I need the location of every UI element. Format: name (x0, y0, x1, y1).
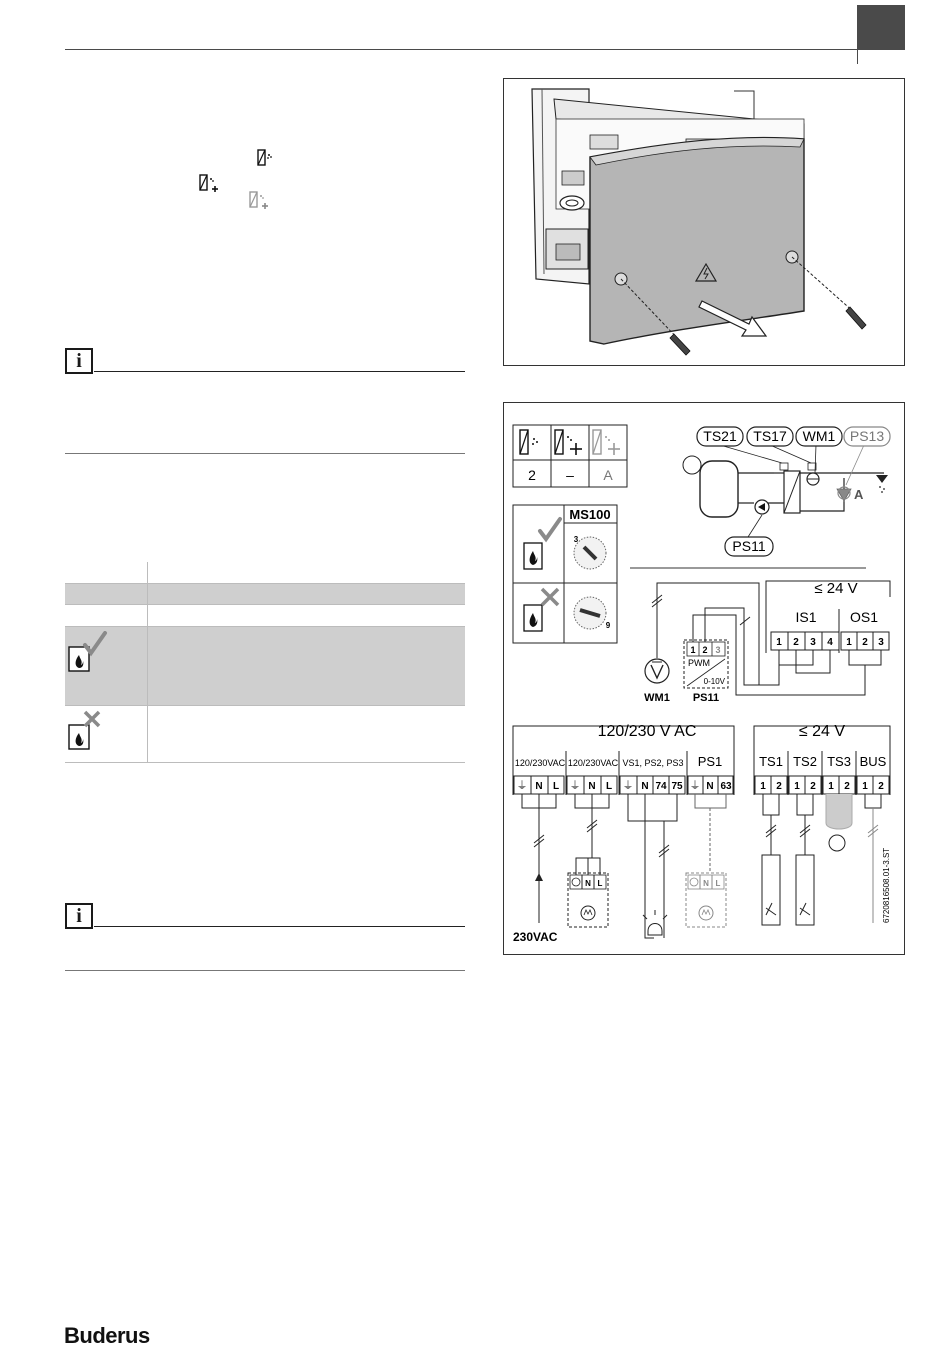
terminal-label: 3 (715, 645, 721, 655)
figure-wiring-diagram (503, 402, 905, 955)
terminal-label: 1 (794, 781, 800, 792)
table-row (65, 706, 465, 763)
terminal-label: N (535, 781, 543, 792)
header-tab-tick (857, 49, 858, 64)
terminal-label: 1 (862, 781, 868, 792)
hydraulic-label: PS13 (849, 428, 885, 444)
terminal-label: ⏚ (569, 780, 581, 792)
group-label: TS3 (827, 754, 851, 769)
header-tab (857, 5, 905, 50)
group-label: 120/230VAC (567, 758, 619, 768)
hydraulic-label: TS17 (753, 428, 787, 444)
terminal-label: 1 (760, 781, 766, 792)
pwm-label: PWM (688, 658, 710, 668)
table-row (65, 584, 465, 605)
dhw-plus-icon (197, 173, 223, 195)
mains-title: 120/230 V AC (597, 723, 697, 740)
heat-source-none-icon (67, 709, 117, 753)
terminal-label: 75 (671, 781, 683, 792)
table-row (65, 605, 465, 627)
low-voltage-block (644, 580, 890, 704)
terminal-label: ⏚ (689, 780, 701, 792)
terminal-label: 1 (846, 637, 852, 648)
info-rule (94, 371, 465, 372)
terminal-label: 74 (655, 781, 667, 792)
hydraulic-schematic (683, 427, 890, 556)
group-label: TS2 (793, 754, 817, 769)
group-label: BUS (859, 754, 887, 769)
heat-source-ok-icon (67, 631, 117, 675)
ps11-label: PS11 (692, 692, 720, 704)
group-label: IS1 (795, 609, 817, 625)
figure-cover-removal (503, 78, 905, 366)
valve-label: A (854, 487, 864, 502)
brand-logo: Buderus (64, 1323, 150, 1348)
terminal-label: 63 (720, 781, 732, 792)
terminal-label: 4 (827, 637, 833, 648)
terminal-label: 3 (810, 637, 816, 648)
terminal-label: L (552, 781, 560, 792)
hydraulic-label: TS21 (703, 428, 737, 444)
ms100-block (513, 505, 617, 643)
terminal-label: 2 (702, 645, 708, 655)
terminal-label: L (715, 879, 721, 888)
dhw-icon (255, 148, 277, 168)
terminal-label: N (706, 781, 714, 792)
mode-dhw-icon (520, 430, 538, 454)
dhw-plus-grey-icon (247, 190, 273, 212)
dial-value: 9 (605, 621, 611, 630)
terminal-label: 3 (878, 637, 884, 648)
terminal-label: 2 (793, 637, 799, 648)
wiring-diagram (504, 403, 903, 953)
header-rule (65, 49, 905, 50)
mode-dhw-plus-icon (555, 430, 582, 455)
terminal-label: 1 (828, 781, 834, 792)
terminal-label: ⏚ (622, 780, 634, 792)
dial-value: 3 (573, 535, 579, 544)
terminal-label: 2 (878, 781, 884, 792)
mains-terminal-strip (514, 776, 733, 794)
mode-value: 2 (528, 467, 536, 483)
info-icon: i (65, 903, 93, 929)
heat-none-icon (524, 589, 558, 631)
info-rule (94, 926, 465, 927)
sensor-title: ≤ 24 V (798, 723, 846, 740)
terminal-label: 1 (776, 637, 782, 648)
terminal-label: L (605, 781, 613, 792)
hydraulic-label: WM1 (802, 428, 836, 444)
module-name: MS100 (569, 507, 611, 522)
supply-label: 230VAC (513, 930, 558, 944)
settings-table (65, 562, 465, 763)
section-rule (65, 453, 465, 454)
table-row (65, 562, 465, 584)
group-label: VS1, PS2, PS3 (622, 758, 684, 768)
terminal-label: 2 (862, 637, 868, 648)
mode-value: A (603, 467, 613, 483)
terminal-label: 2 (776, 781, 782, 792)
mode-dhw-plus-grey-icon (593, 430, 620, 455)
hydraulic-label: PS11 (732, 538, 766, 554)
sensor-block (754, 723, 891, 925)
low-voltage-title: ≤ 24 V (814, 580, 858, 597)
terminal-label: ⏚ (516, 780, 528, 792)
doc-code: 6720816508.01-3.ST (882, 847, 891, 923)
mode-table (513, 425, 627, 487)
terminal-label: L (597, 879, 603, 888)
group-label: OS1 (849, 609, 879, 625)
terminal-label: 2 (844, 781, 850, 792)
mode-value: – (566, 467, 574, 483)
group-label: TS1 (759, 754, 783, 769)
info-icon: i (65, 348, 93, 374)
pwm-range: 0-10V (703, 677, 725, 686)
coding-dial-icon (574, 535, 606, 569)
wm1-label: WM1 (644, 692, 670, 704)
terminal-label: N (585, 879, 591, 888)
terminal-label: N (703, 879, 709, 888)
terminal-label: 2 (810, 781, 816, 792)
terminal-label: 1 (690, 645, 696, 655)
group-label: 120/230VAC (514, 758, 566, 768)
cover-illustration (504, 79, 903, 364)
terminal-label: N (588, 781, 596, 792)
mains-block (513, 723, 734, 944)
coding-dial-icon (574, 597, 611, 630)
heat-ok-icon (524, 519, 560, 569)
group-label: PS1 (697, 754, 723, 769)
table-row (65, 627, 465, 706)
section-rule (65, 970, 465, 971)
terminal-label: N (641, 781, 649, 792)
